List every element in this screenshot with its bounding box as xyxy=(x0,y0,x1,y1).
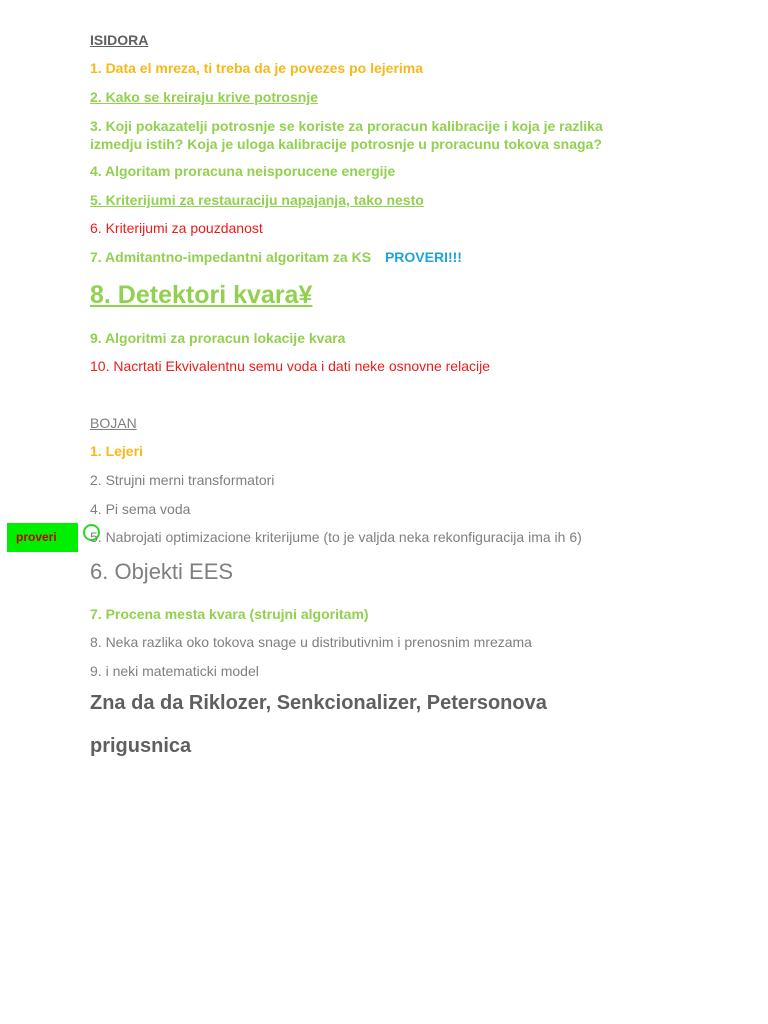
bojan-item-5: 5. Nabrojati optimizacione kriterijume (to je valjda neka rekonfiguracija ima ih 6) xyxy=(90,529,582,545)
bojan-item-8: 8. Neka razlika oko tokova snage u distributivnim i prenosnim mrezama xyxy=(90,634,532,650)
bojan-item-7: 7. Procena mesta kvara (strujni algoritam) xyxy=(90,606,369,622)
bojan-heading: BOJAN xyxy=(90,415,137,431)
isidora-item-6: 6. Kriterijumi za pouzdanost xyxy=(90,220,263,236)
closing-line-2: prigusnica xyxy=(90,735,192,757)
isidora-item-3-line1: 3. Koji pokazatelji potrosnje se koriste za proracun kalibracije i koja je razlika xyxy=(90,118,603,134)
bojan-item-9: 9. i neki matematicki model xyxy=(90,663,259,679)
isidora-item-2: 2. Kako se kreiraju krive potrosnje xyxy=(90,89,318,105)
bojan-item-2: 2. Strujni merni transformatori xyxy=(90,472,275,488)
bojan-item-1: 1. Lejeri xyxy=(90,443,143,459)
proveri-note: PROVERI!!! xyxy=(384,249,462,265)
closing-line-1: Zna da da Riklozer, Senkcionalizer, Petersonova xyxy=(90,692,547,714)
isidora-item-10: 10. Nacrtati Ekvivalentnu semu voda i dati neke osnovne relacije xyxy=(90,358,490,374)
isidora-item-9: 9. Algoritmi za proracun lokacije kvara xyxy=(90,330,346,346)
isidora-item-4: 4. Algoritam proracuna neisporucene energije xyxy=(90,163,396,179)
isidora-heading: ISIDORA xyxy=(90,32,149,48)
bojan-item-6: 6. Objekti EES xyxy=(90,559,234,584)
isidora-item-8: 8. Detektori kvara¥ xyxy=(90,281,313,309)
isidora-item-7-text: 7. Admitantno-impedantni algoritam za KS xyxy=(90,249,372,265)
isidora-item-1: 1. Data el mreza, ti treba da je povezes po lejerima xyxy=(90,60,424,76)
proveri-margin-note: proveri xyxy=(7,523,78,552)
bojan-item-4: 4. Pi sema voda xyxy=(90,501,191,517)
isidora-item-3-line2: izmedju istih? Koja je uloga kalibracije potrosnje u proracunu tokova snaga? xyxy=(90,136,602,152)
isidora-item-7 xyxy=(90,248,462,266)
isidora-item-5: 5. Kriterijumi za restauraciju napajanja, tako nesto xyxy=(90,192,424,208)
